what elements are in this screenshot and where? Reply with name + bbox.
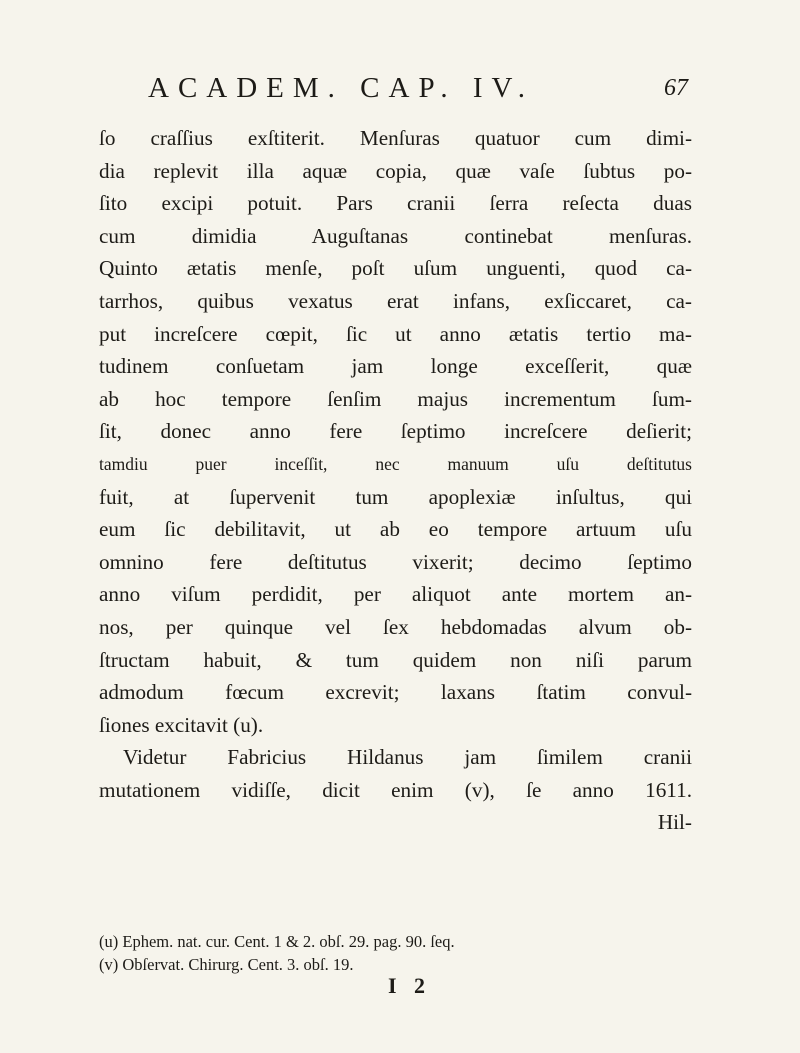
running-header: [148, 72, 688, 112]
text-line: omnino fere deſtitutus vixerit; decimo ſeptimo: [99, 549, 692, 574]
text-line: ſito excipi potuit. Pars cranii ſerra reſecta duas: [99, 191, 692, 216]
text-line: admodum fœcum excrevit; laxans ſtatim convul-: [99, 680, 692, 705]
text-line: tamdiu puer inceſſit, nec manuum uſu deſtitutus: [99, 453, 692, 474]
footnote-v: (v) Obſervat. Chirurg. Cent. 3. obſ. 19.: [99, 955, 354, 974]
text-line: mutationem vidiſſe, dicit enim (v), ſe anno 1611.: [99, 777, 692, 802]
running-title: ACADEM. CAP. IV.: [148, 72, 534, 104]
text-line: dia replevit illa aquæ copia, quæ vaſe ſubtus po-: [99, 158, 692, 183]
footnote-u: (u) Ephem. nat. cur. Cent. 1 & 2. obſ. 29. pag. 90. ſeq.: [99, 932, 455, 951]
main-text: [99, 122, 692, 839]
text-line: fuit, at ſupervenit tum apoplexiæ inſultus, qui: [99, 484, 692, 509]
text-line: cum dimidia Auguſtanas continebat menſuras.: [99, 223, 692, 248]
page-number: 67: [664, 75, 688, 101]
text-line: tudinem conſuetam jam longe exceſſerit, quæ: [99, 354, 692, 379]
text-line: ſo craſſius exſtiterit. Menſuras quatuor cum dimi-: [99, 126, 692, 150]
text-line: ſit, donec anno fere ſeptimo increſcere deſierit;: [99, 419, 692, 444]
text-line: anno viſum perdidit, per aliquot ante mortem an-: [99, 582, 692, 607]
text-line: nos, per quinque vel ſex hebdomadas alvum ob-: [99, 614, 692, 639]
footnotes: [99, 930, 692, 976]
text-line: ſtructam habuit, & tum quidem non niſi parum: [99, 647, 692, 672]
catchword: Hil-: [657, 810, 692, 835]
text-line: tarrhos, quibus vexatus erat infans, exſiccaret, ca-: [99, 288, 692, 313]
text-line: ſiones excitavit (u).: [99, 712, 264, 737]
text-line: eum ſic debilitavit, ut ab eo tempore artuum uſu: [99, 517, 692, 542]
text-line: put increſcere cœpit, ſic ut anno ætatis tertio ma-: [99, 321, 692, 346]
text-line: Quinto ætatis menſe, poſt uſum unguenti, quod ca-: [99, 256, 692, 281]
text-line: Videtur Fabricius Hildanus jam ſimilem cranii: [123, 745, 692, 770]
signature-mark: I 2: [388, 973, 432, 998]
text-line: ab hoc tempore ſenſim majus incrementum ſum-: [99, 386, 692, 411]
